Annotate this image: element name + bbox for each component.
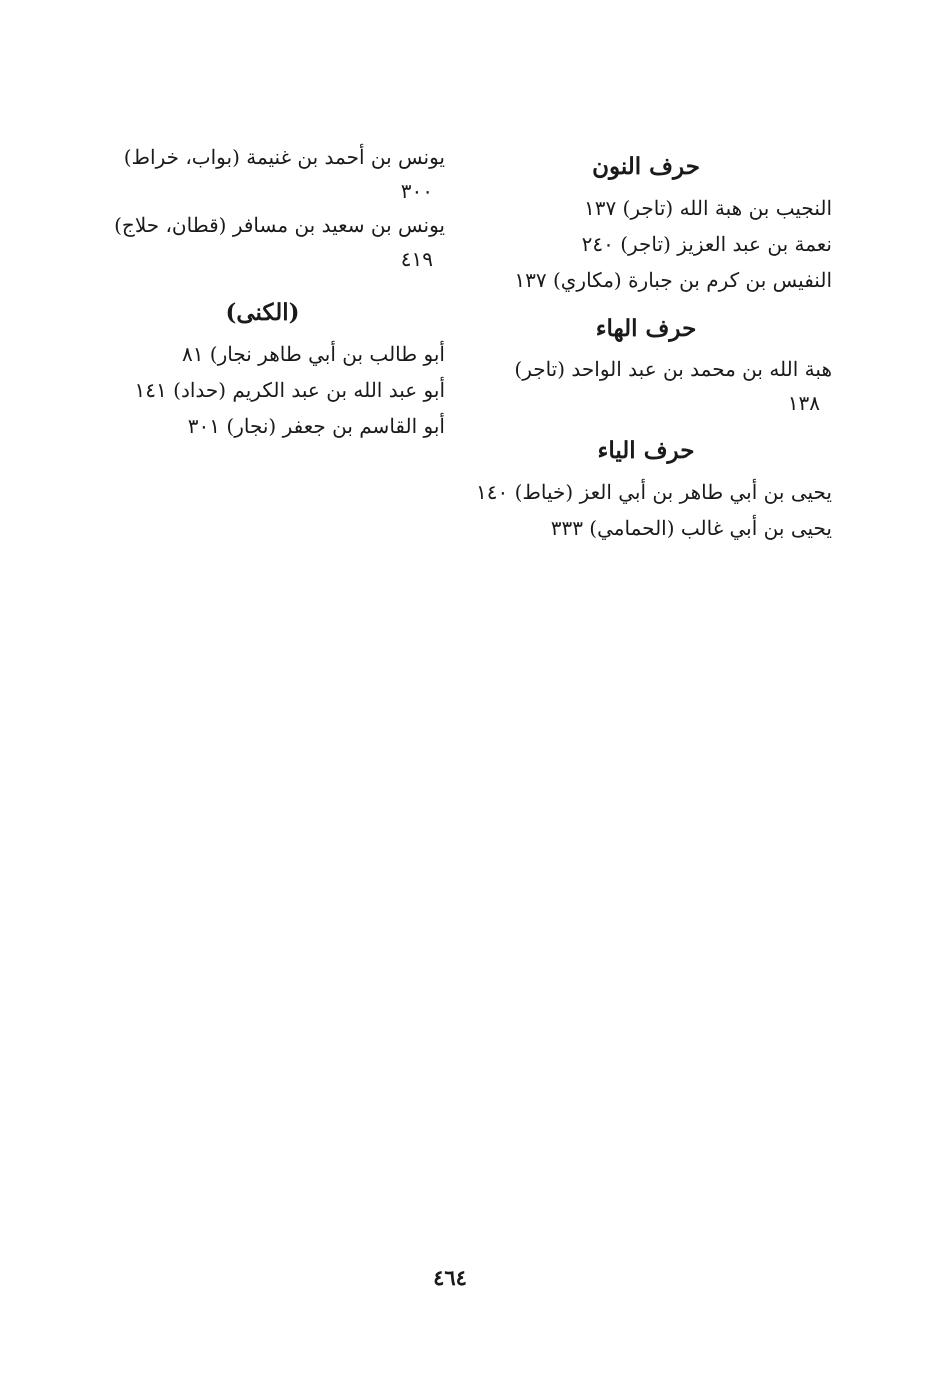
right-column	[460, 152, 832, 546]
entry-page-number: ٣٠٠	[400, 179, 433, 203]
index-entry: النجيب بن هبة الله (تاجر) ١٣٧	[583, 196, 832, 220]
entry-text: هبة الله بن محمد بن عبد الواحد (تاجر)	[514, 357, 832, 381]
entry-page-number: ٤١٩	[400, 247, 433, 271]
index-entry: يحيى بن أبي طاهر بن أبي العز (خياط) ١٤٠	[476, 480, 832, 504]
section-heading-kuna: (الكنى)	[225, 299, 300, 326]
index-entry: النفيس بن كرم بن جبارة (مكاري) ١٣٧	[514, 268, 832, 292]
index-entry	[460, 352, 832, 420]
index-entry	[80, 208, 445, 276]
left-column	[80, 140, 445, 444]
index-entry: نعمة بن عبد العزيز (تاجر) ٢٤٠	[581, 232, 832, 256]
index-entry: أبو طالب بن أبي طاهر نجار) ٨١	[181, 342, 445, 366]
index-entry: أبو عبد الله بن عبد الكريم (حداد) ١٤١	[134, 378, 445, 402]
section-heading-nun: حرف النون	[592, 153, 700, 180]
section-heading-ha: حرف الهاء	[595, 315, 697, 342]
section-heading-ya: حرف الياء	[597, 437, 695, 464]
entry-page-number: ١٣٨	[787, 391, 820, 415]
index-entry: أبو القاسم بن جعفر (نجار) ٣٠١	[187, 414, 445, 438]
page-number: ٤٦٤	[433, 1265, 467, 1290]
index-entry	[80, 140, 445, 208]
index-entry: يحيى بن أبي غالب (الحمامي) ٣٣٣	[550, 516, 832, 540]
entry-text: يونس بن أحمد بن غنيمة (بواب، خراط)	[123, 145, 445, 169]
entry-text: يونس بن سعيد بن مسافر (قطان، حلاج)	[114, 213, 445, 237]
